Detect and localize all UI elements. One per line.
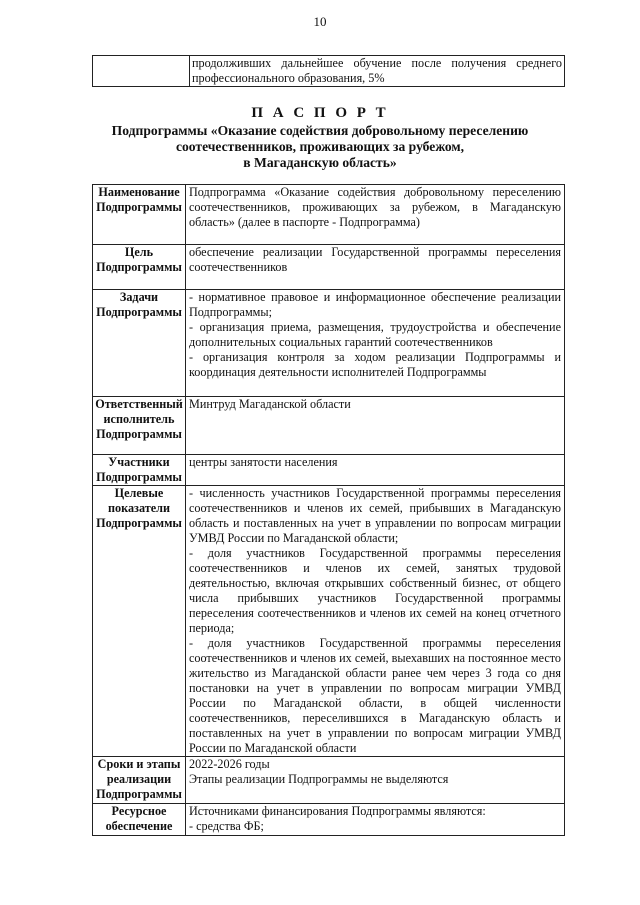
row-value: центры занятости населения xyxy=(186,455,565,486)
row-value: Источниками финансирования Подпрограммы являются: - средства ФБ; xyxy=(186,804,565,836)
table-row xyxy=(93,245,565,290)
subprogram-title-line: в Магаданскую область» xyxy=(243,155,397,170)
table-row xyxy=(93,757,565,804)
table-row xyxy=(93,185,565,245)
page-number: 10 xyxy=(313,14,327,29)
table-row xyxy=(93,397,565,455)
row-label: Наименование Подпрограммы xyxy=(93,185,186,245)
table-row xyxy=(93,804,565,836)
row-label: Сроки и этапы реализации Подпрограммы xyxy=(93,757,186,804)
row-value: Минтруд Магаданской области xyxy=(186,397,565,455)
empty-cell xyxy=(93,56,190,87)
table-row xyxy=(93,56,565,87)
row-label: Ресурсное обеспечение xyxy=(93,804,186,836)
row-value: обеспечение реализации Государственной программы переселения соотечественников xyxy=(186,245,565,290)
passport-table xyxy=(92,184,565,836)
row-label: Участники Подпрограммы xyxy=(93,455,186,486)
table-row xyxy=(93,290,565,397)
subprogram-title-line: Подпрограммы «Оказание содействия добровольному переселению xyxy=(111,123,529,138)
continuation-text: продолживших дальнейшее обучение после получения среднего профессионального образования, 5% xyxy=(190,56,565,87)
continuation-table xyxy=(92,55,565,87)
row-label: Ответственный исполнитель Подпрограммы xyxy=(93,397,186,455)
table-row xyxy=(93,455,565,486)
row-label: Целевые показатели Подпрограммы xyxy=(93,486,186,757)
row-label: Цель Подпрограммы xyxy=(93,245,186,290)
row-value: - нормативное правовое и информационное обеспечение реализации Подпрограммы; - организация приема, размещения, трудоустройства и обеспечение дополнительных социальных гарантий соотечественников - организация контроля за ходом реализации Подпрограммы и координация деятельности исполнителей Подпрограммы xyxy=(186,290,565,397)
row-value: 2022-2026 годы Этапы реализации Подпрограммы не выделяются xyxy=(186,757,565,804)
row-label: Задачи Подпрограммы xyxy=(93,290,186,397)
row-value: Подпрограмма «Оказание содействия добровольному переселению соотечественников, проживающих за рубежом, в Магаданскую область» (далее в паспорте - Подпрограмма) xyxy=(186,185,565,245)
table-row xyxy=(93,486,565,757)
document-type: П А С П О Р Т xyxy=(251,105,389,121)
row-value: - численность участников Государственной программы переселения соотечественников и членов их семей, прибывших в Магаданскую область и поставленных на учет в управлении по вопросам миграции УМВД России по Магаданской области; - доля участников Государственной программы переселения соотечественников и членов их семей, занятых трудовой деятельностью, включая открывших собственный бизнес, от общего числа прибывших участников Государственной программы переселения соотечественников и членов их семей на конец отчетного периода; - доля участников Государственной программы переселения соотечественников и членов их семей, выехавших на постоянное место жительство из Магаданской области ранее чем через 3 года со дня постановки на учет в управлении по вопросам миграции УМВД России по Магаданской области, в общей численности соотечественников, переселившихся в Магаданскую область и поставленных на учет в управлении по вопросам миграции УМВД России по Магаданской области xyxy=(186,486,565,757)
passport-title xyxy=(60,104,580,171)
subprogram-title-line: соотечественников, проживающих за рубежом, xyxy=(175,139,465,154)
